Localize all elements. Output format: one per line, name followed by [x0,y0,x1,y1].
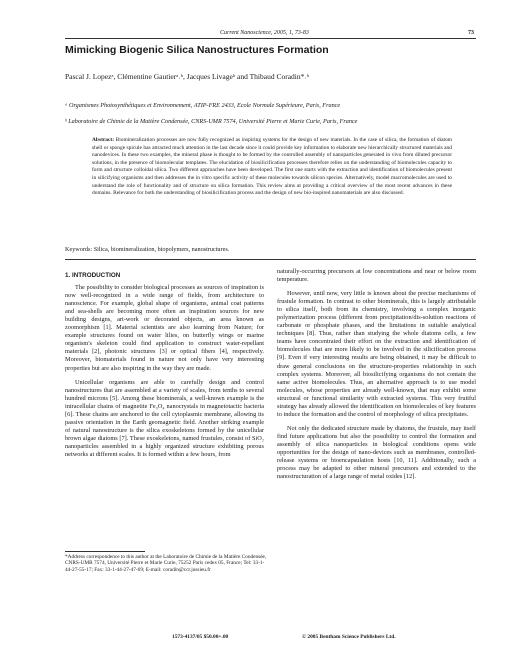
abstract-block [92,137,452,198]
footnote-rule [65,551,145,552]
body-paragraph: However, until now, very little is known about the precise mechanisms of frustule formation. In contrast to other biominerals, this is largely attributable to silica itself, both from its chemistry, involving a complex inorganic polymerization process (different from precipitation/dis-solution reactions of carbonate or phosphate phases, and the limitations in suitable analytical techniques [8]. Thus, rather than studying the whole diatoms cells, a few teams have concentrated their effort on the extraction and identification of biomolecules that are more likely to be involved in the silicification process [9]. Even if very interesting results are being obtained, it may be difficult to draw general conclusions on the structure-properties relationship in such complex systems. Moreover, all biosilicifying organisms do not contain the same active biomolecules. Thus, an alternative approach is to use model molecules, whose properties are already well-known, that may exhibit some structural or functional similarity with extracted systems. This very fruitful strategy has already allowed the identification on biomolecules of key features to induce the formation and the control of morphology of silica precipitates. [277,290,476,418]
running-header-journal: Current Nanoscience, 2005, 1, 73-83 [220,30,309,36]
correspondence-footnote: *Address correspondence to this author at the Laboratoire de Chimie de la Matière Condensée, CNRS-UMR 7574, Université Pierre et Marie Curie, 75252 Paris cedex 05, France; Tel: 33-1-44-27-55-17; Fax: 33-1-44-27-47-69; E-mail: coradin@ccr.jussieu.fr [65,554,267,573]
copyright: © 2005 Bentham Science Publishers Ltd. [302,634,396,640]
body-paragraph: Not only the dedicated structure made by diatoms, the frustule, may itself find future applications but also the possibility to control the formation and assembly of silica nanoparticles in biological conditions opens wide opportunities for the design of nano-devices such as membranes, controlled-release systems or bioencapsulation hosts [10, 11]. Additionally, such a process may be adapted to other mineral precursors and extended to the nanostructuration of a large range of metal oxides [12]. [277,424,476,481]
author-list: Pascal J. Lopezᵃ, Clémentine Gautierᵃ˒ᵇ, Jacques Livageᵇ and Thibaud Coradin*˒ᵇ [65,72,310,81]
affiliation-a: ᵃ Organismes Photosynthétiques et Environnement, ATIP-FRE 2433, Ecole Normale Supérieure, Paris, France [65,102,341,109]
abstract-text: Biomineralization processes are now fully recognized as inspiring systems for the design of new materials. In the case of silica, the formation of diatom shell or sponge spicule has attracted much attention in the last decade since it could provide key information to elaborate new hierarchically structured materials and nanodevices. In these two examples, the mineral phase is thought to be formed by the controlled assembly of nanoparticles generated in vivo from diluted precursor solutions, in the presence of biomolecular templates. The elucidation of biosilicification processes therefore relies on the understanding of biomolecules capacity to form and structure colloidal silica. Two different approaches have been developed. The first one starts with the extraction and identification of biomolecules present in silicifying organisms and then addresses the in vitro specific activity of these molecules towards silicon species. Alternatively, model macromolecules are used to understand the role of functionality and of structure on silica formation. This review aims at providing a critical overview of the most recent advances in these domains. Relevance for both the understanding of biosilicification process and the design of new bio-inspired nanomaterials are also discussed. [92,137,452,197]
right-column [277,268,476,487]
page-number: 73 [468,30,474,36]
affiliation-b: ᵇ Laboratoire de Chimie de la Matière Condensée, CNRS-UMR 7574, Université Pierre et Marie Curie, Paris, France [65,118,358,125]
section-heading: 1. INTRODUCTION [65,272,121,279]
keywords-rule [65,259,476,260]
issn-price: 1573-4137/05 $50.00+.00 [172,634,229,640]
paper-title: Mimicking Biogenic Silica Nanostructures Formation [65,44,329,56]
body-paragraph: The possibility to consider biological processes as sources of inspiration is now well-recognized in a wide range of fields, from architecture to nanoscience. For example, global shape of organisms, animal coat patterns and sea-shells are becoming more often an inspiration sources for new building designs, art-work or decorated objects, an area known as zoomorphism [1]. Material scientists are also learning from Nature; for example structures found on water lilies, on butterfly wings or marine organism's skeleton could find application to construct water-repellant materials [2], photonic structures [3] or optical fibers [4], respectively. Moreover, biomaterials found in nature not only have very interesting properties but are also inspiring in the way they are made. [65,284,264,372]
body-paragraph: Unicellular organisms are able to carefully design and control nanostructures that are assembled at a variety of scales, from tenths to several hundred microns [5]. Among these biominerals, a well-known example is the intracellular chains of magnetite Fe₃O₄ nanocrystals in magnetotactic bacteria [6]. These chains are anchored to the cell cytoplasmic membrane, allowing its passive orientation in the Earth geomagnetic field. Another striking example of natural nanostructure is the silica exoskeletons formed by the unicellular brown algae diatoms [7]. These exoskeletons, named frustules, consist of SiO₂ nanoparticles assembled in a highly organized structure exhibiting porous networks at different scales. It is formed within a few hours, from [65,378,264,458]
left-column [65,272,264,465]
keywords: Keywords: Silica, biomineralization, biopolymers, nanostructures. [65,246,230,253]
header-rule [65,38,476,39]
abstract-label: Abstract: [92,137,115,143]
body-paragraph: naturally-occurring precursors at low concentrations and near or below room temperature. [277,268,476,284]
